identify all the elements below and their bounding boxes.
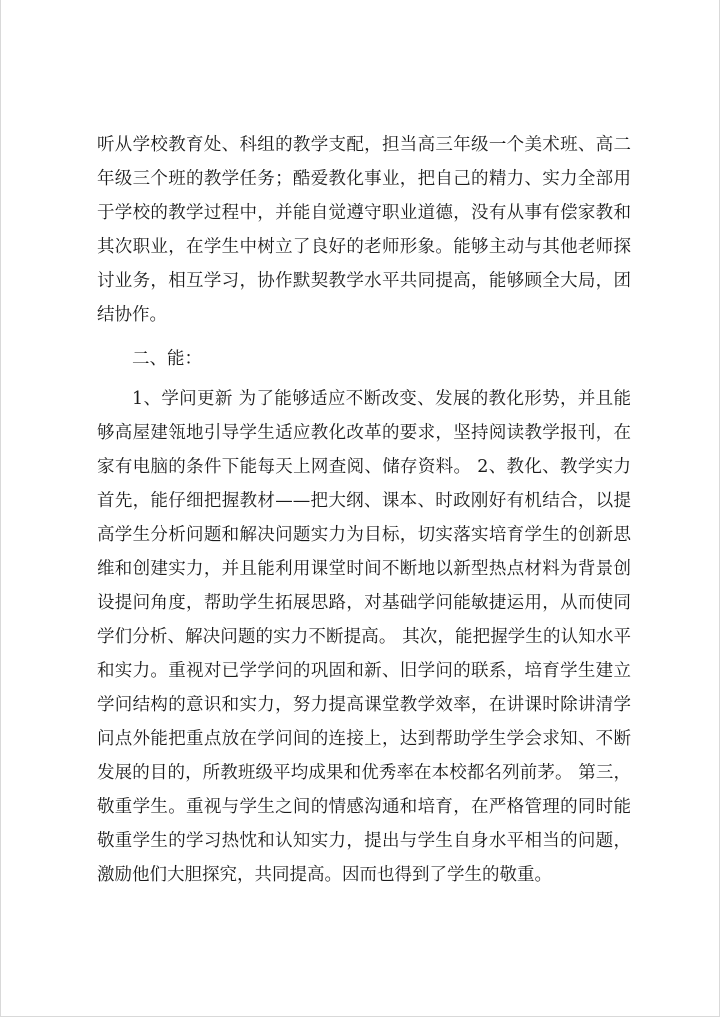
paragraph-ability: 1、学问更新 为了能够适应不断改变、发展的教化形势，并且能够高屋建瓴地引导学生适应教化改革的要求，坚持阅读教学报刊，在家有电脑的条件下能每天上网查阅、储存资料。 2、教化、教学实力 首先，能仔细把握教材——把大纲、课本、时政刚好有机结合，以提高学生分析问题和解决问题实力为目标，切实落实培育学生的创新思维和创建实力，并且能利用课堂时间不断地以新型热点材料为背景创设提问角度，帮助学生拓展思路，对基础学问能敏捷运用，从而使同学们分析、解决问题的实力不断提高。 其次，能把握学生的认知水平和实力。重视对已学学问的巩固和新、旧学问的联系，培育学生建立学问结构的意识和实力，努力提高课堂教学效率，在讲课时除讲清学问点外能把重点放在学问间的连接上，达到帮助学生学会求知、不断发展的目的，所教班级平均成果和优秀率在本校都名列前茅。 第三，敬重学生。重视与学生之间的情感沟通和培育，在严格管理的同时能敬重学生的学习热忱和认知实力，提出与学生自身水平相当的问题，激励他们大胆探究，共同提高。因而也得到了学生的敬重。 [97,389,631,885]
paragraph-duty: 听从学校教育处、科组的教学支配，担当高三年级一个美术班、高二年级三个班的教学任务；酷爱教化事业，把自己的精力、实力全部用于学校的教学过程中，并能自觉遵守职业道德，没有从事有偿家教和其次职业，在学生中树立了良好的老师形象。能够主动与其他老师探讨业务，相互学习，协作默契教学水平共同提高，能够顾全大局，团结协作。 [97,135,631,325]
section-heading-ability: 二、能： [132,349,202,369]
document-body [97,128,631,892]
